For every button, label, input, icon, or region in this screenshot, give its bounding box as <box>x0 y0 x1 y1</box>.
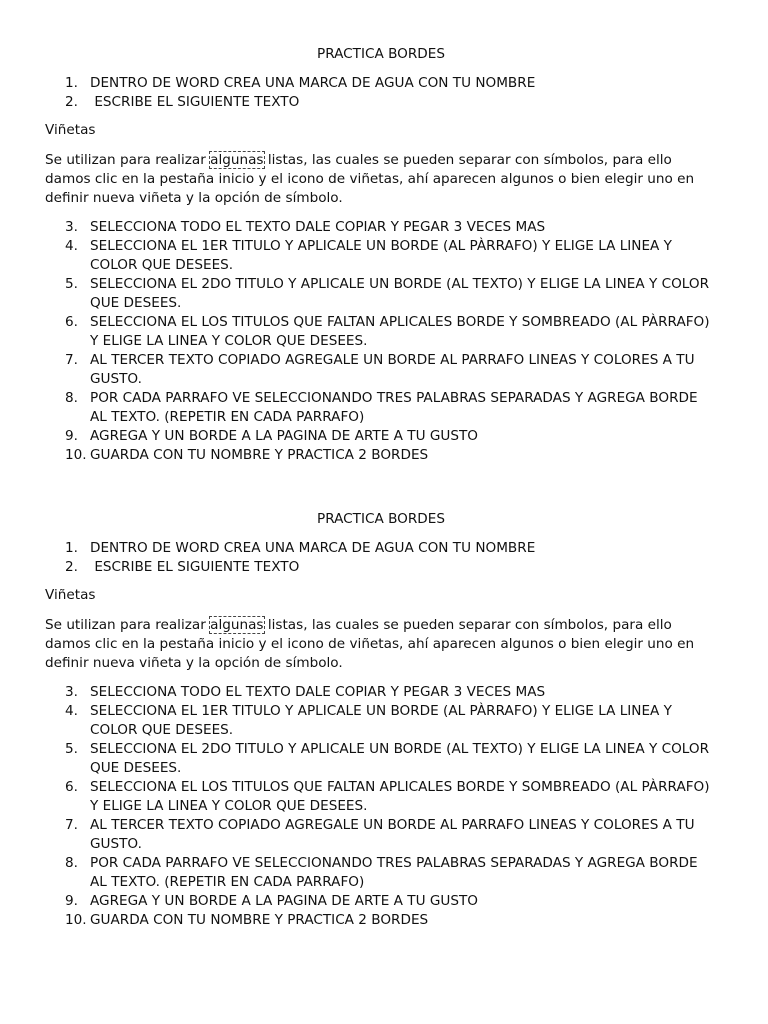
steps-list-a <box>45 74 717 112</box>
list-item: 7. AL TERCER TEXTO COPIADO AGREGALE UN BORDE AL PARRAFO LINEAS Y COLORES A TU GUSTO. <box>65 817 695 852</box>
list-item: 9. AGREGA Y UN BORDE A LA PAGINA DE ARTE A TU GUSTO <box>65 428 478 444</box>
list-item: 2. ESCRIBE EL SIGUIENTE TEXTO <box>65 559 300 575</box>
list-item: 9. AGREGA Y UN BORDE A LA PAGINA DE ARTE A TU GUSTO <box>65 893 478 909</box>
list-item: 6. SELECCIONA EL LOS TITULOS QUE FALTAN APLICALES BORDE Y SOMBREADO (AL PÀRRAFO) Y ELIGE LA LINEA Y COLOR QUE DESEES. <box>65 779 710 814</box>
steps-list-a <box>45 539 717 577</box>
list-item: 2. ESCRIBE EL SIGUIENTE TEXTO <box>65 94 300 110</box>
practice-section-1 <box>45 45 717 465</box>
steps-list-b <box>45 683 717 930</box>
list-item: 8. POR CADA PARRAFO VE SELECCIONANDO TRES PALABRAS SEPARADAS Y AGREGA BORDE AL TEXTO. (REPETIR EN CADA PARRAFO) <box>65 855 698 890</box>
list-item: 1. DENTRO DE WORD CREA UNA MARCA DE AGUA CON TU NOMBRE <box>65 540 536 556</box>
section-title: PRACTICA BORDES <box>317 46 445 62</box>
list-item: 8. POR CADA PARRAFO VE SELECCIONANDO TRES PALABRAS SEPARADAS Y AGREGA BORDE AL TEXTO. (REPETIR EN CADA PARRAFO) <box>65 390 698 425</box>
list-item: 4. SELECCIONA EL 1ER TITULO Y APLICALE UN BORDE (AL PÀRRAFO) Y ELIGE LA LINEA Y COLOR QUE DESEES. <box>65 238 672 273</box>
list-item: 1. DENTRO DE WORD CREA UNA MARCA DE AGUA CON TU NOMBRE <box>65 75 536 91</box>
vinetas-heading: Viñetas <box>45 587 96 603</box>
list-item: 10. GUARDA CON TU NOMBRE Y PRACTICA 2 BORDES <box>65 447 429 463</box>
list-item: 7. AL TERCER TEXTO COPIADO AGREGALE UN BORDE AL PARRAFO LINEAS Y COLORES A TU GUSTO. <box>65 352 695 387</box>
list-item: 4. SELECCIONA EL 1ER TITULO Y APLICALE UN BORDE (AL PÀRRAFO) Y ELIGE LA LINEA Y COLOR QUE DESEES. <box>65 703 672 738</box>
steps-list-b <box>45 218 717 465</box>
bordered-word: algunas <box>210 152 264 168</box>
list-item: 3. SELECCIONA TODO EL TEXTO DALE COPIAR Y PEGAR 3 VECES MAS <box>65 219 546 235</box>
list-item: 3. SELECCIONA TODO EL TEXTO DALE COPIAR Y PEGAR 3 VECES MAS <box>65 684 546 700</box>
list-item: 5. SELECCIONA EL 2DO TITULO Y APLICALE UN BORDE (AL TEXTO) Y ELIGE LA LINEA Y COLOR QUE DESEES. <box>65 741 710 776</box>
vinetas-heading: Viñetas <box>45 122 96 138</box>
list-item: 6. SELECCIONA EL LOS TITULOS QUE FALTAN APLICALES BORDE Y SOMBREADO (AL PÀRRAFO) Y ELIGE LA LINEA Y COLOR QUE DESEES. <box>65 314 710 349</box>
practice-section-2 <box>45 510 717 930</box>
section-title: PRACTICA BORDES <box>317 511 445 527</box>
list-item: 10. GUARDA CON TU NOMBRE Y PRACTICA 2 BORDES <box>65 912 429 928</box>
bordered-word: algunas <box>210 617 264 633</box>
body-paragraph: Se utilizan para realizar algunas listas, las cuales se pueden separar con símbolos, para ello damos clic en la pestaña inicio y el icono de viñetas, ahí aparecen algunos o bien elegir uno en definir nueva viñeta y la opción de símbolo. <box>45 152 695 206</box>
body-paragraph: Se utilizan para realizar algunas listas, las cuales se pueden separar con símbolos, para ello damos clic en la pestaña inicio y el icono de viñetas, ahí aparecen algunos o bien elegir uno en definir nueva viñeta y la opción de símbolo. <box>45 617 695 671</box>
list-item: 5. SELECCIONA EL 2DO TITULO Y APLICALE UN BORDE (AL TEXTO) Y ELIGE LA LINEA Y COLOR QUE DESEES. <box>65 276 710 311</box>
